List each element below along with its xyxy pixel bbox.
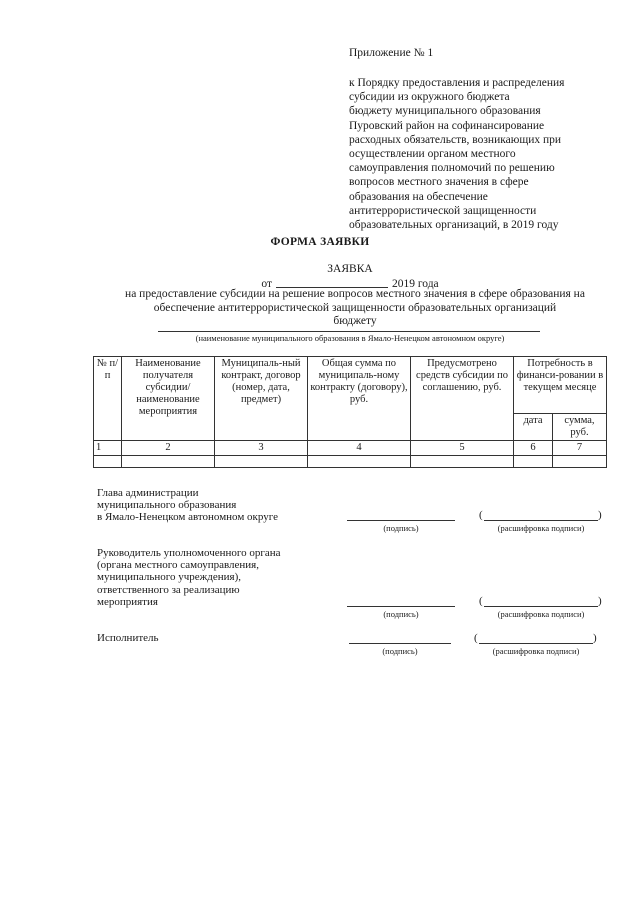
signatory-executor — [97, 632, 159, 644]
org-name-caption: (наименование муниципального образования в Ямало-Ненецком автономном округе) — [195, 333, 505, 343]
close-paren: ) — [598, 509, 602, 521]
signatory-line: мероприятия — [97, 595, 158, 608]
open-paren: ( — [479, 595, 483, 607]
signatory-line: Исполнитель — [97, 632, 159, 644]
purpose-line: обеспечение антитеррористической защищенности образовательных организаций — [153, 301, 557, 314]
column-number: 3 — [215, 441, 308, 456]
column-number: 4 — [308, 441, 411, 456]
basis-line: Пуровский район на софинансирование — [349, 119, 545, 132]
date-blank[interactable] — [276, 276, 388, 288]
header-recipient: Наименование получателя субсидии/ наименование мероприятия — [122, 357, 215, 441]
application-heading: ЗАЯВКА — [327, 263, 373, 275]
basis-line: образования на обеспечение — [349, 190, 488, 203]
form-title: ФОРМА ЗАЯВКИ — [270, 236, 370, 248]
basis-line: образовательных организаций, в 2019 году — [349, 219, 559, 232]
signatory-line: муниципального образования — [97, 499, 237, 512]
basis-line: бюджету муниципального образования — [349, 105, 541, 118]
header-need-sum: сумма, руб. — [553, 414, 607, 441]
basis-line: антитеррористической защищенности — [349, 204, 537, 217]
decode-caption: (расшифровка подписи) — [497, 609, 585, 619]
signatory-authorized — [97, 547, 281, 608]
table-row — [94, 456, 607, 468]
appendix-basis — [349, 76, 611, 232]
purpose-line: бюджету — [333, 315, 377, 327]
signature-field[interactable] — [347, 606, 455, 607]
signatory-line: муниципального учреждения), — [97, 571, 241, 584]
signatory-line: ответственного за реализацию — [97, 583, 240, 596]
appendix-title: Приложение № 1 — [349, 47, 434, 59]
decode-caption: (расшифровка подписи) — [492, 646, 580, 656]
close-paren: ) — [593, 632, 597, 644]
decode-field[interactable] — [484, 606, 598, 607]
signature-caption: (подпись) — [383, 609, 419, 619]
signatory-line: в Ямало-Ненецком автономном округе — [97, 511, 279, 524]
date-suffix: 2019 года — [391, 278, 439, 290]
header-num: № п/п — [94, 357, 122, 441]
decode-caption: (расшифровка подписи) — [497, 523, 585, 533]
table-number-row — [94, 441, 607, 456]
header-contract: Муниципаль-ный контракт, договор (номер, дата, предмет) — [215, 357, 308, 441]
basis-line: вопросов местного значения в сфере — [349, 176, 529, 189]
table-cell[interactable] — [553, 456, 607, 468]
signatory-head — [97, 487, 278, 524]
purpose-line: на предоставление субсидии на решение вопросов местного значения в сфере образования на — [125, 288, 585, 300]
basis-line: осуществлении органом местного — [349, 148, 516, 161]
org-name-line[interactable] — [158, 331, 540, 332]
signature-field[interactable] — [349, 643, 451, 644]
table-cell[interactable] — [514, 456, 553, 468]
table-cell[interactable] — [308, 456, 411, 468]
column-number: 7 — [553, 441, 607, 456]
column-number: 1 — [94, 441, 122, 456]
column-number: 6 — [514, 441, 553, 456]
signature-caption: (подпись) — [382, 646, 418, 656]
header-need-date: дата — [514, 414, 553, 441]
table-cell[interactable] — [215, 456, 308, 468]
date-prefix: от — [261, 278, 272, 290]
table-header-row — [94, 357, 607, 414]
table-cell[interactable] — [122, 456, 215, 468]
header-total: Общая сумма по муниципаль-ному контракту (договору), руб. — [308, 357, 411, 441]
decode-field[interactable] — [479, 643, 593, 644]
column-number: 5 — [411, 441, 514, 456]
header-need: Потребность в финанси-ровании в текущем месяце — [514, 357, 607, 414]
table-cell[interactable] — [94, 456, 122, 468]
table-cell[interactable] — [411, 456, 514, 468]
basis-line: к Порядку предоставления и распределения — [349, 77, 565, 89]
basis-line: субсидии из окружного бюджета — [349, 91, 510, 104]
decode-field[interactable] — [484, 520, 598, 521]
close-paren: ) — [598, 595, 602, 607]
application-table — [93, 356, 607, 468]
signature-field[interactable] — [347, 520, 455, 521]
header-planned: Предусмотрено средств субсидии по соглашению, руб. — [411, 357, 514, 441]
open-paren: ( — [479, 509, 483, 521]
application-purpose — [90, 288, 620, 329]
open-paren: ( — [474, 632, 478, 644]
column-number: 2 — [122, 441, 215, 456]
basis-line: расходных обязательств, возникающих при — [349, 133, 562, 146]
basis-line: самоуправления полномочий по решению — [349, 162, 555, 175]
signatory-line: (органа местного самоуправления, — [97, 559, 259, 572]
signatory-line: Руководитель уполномоченного органа — [97, 547, 281, 559]
signatory-line: Глава администрации — [97, 487, 199, 499]
signature-caption: (подпись) — [383, 523, 419, 533]
